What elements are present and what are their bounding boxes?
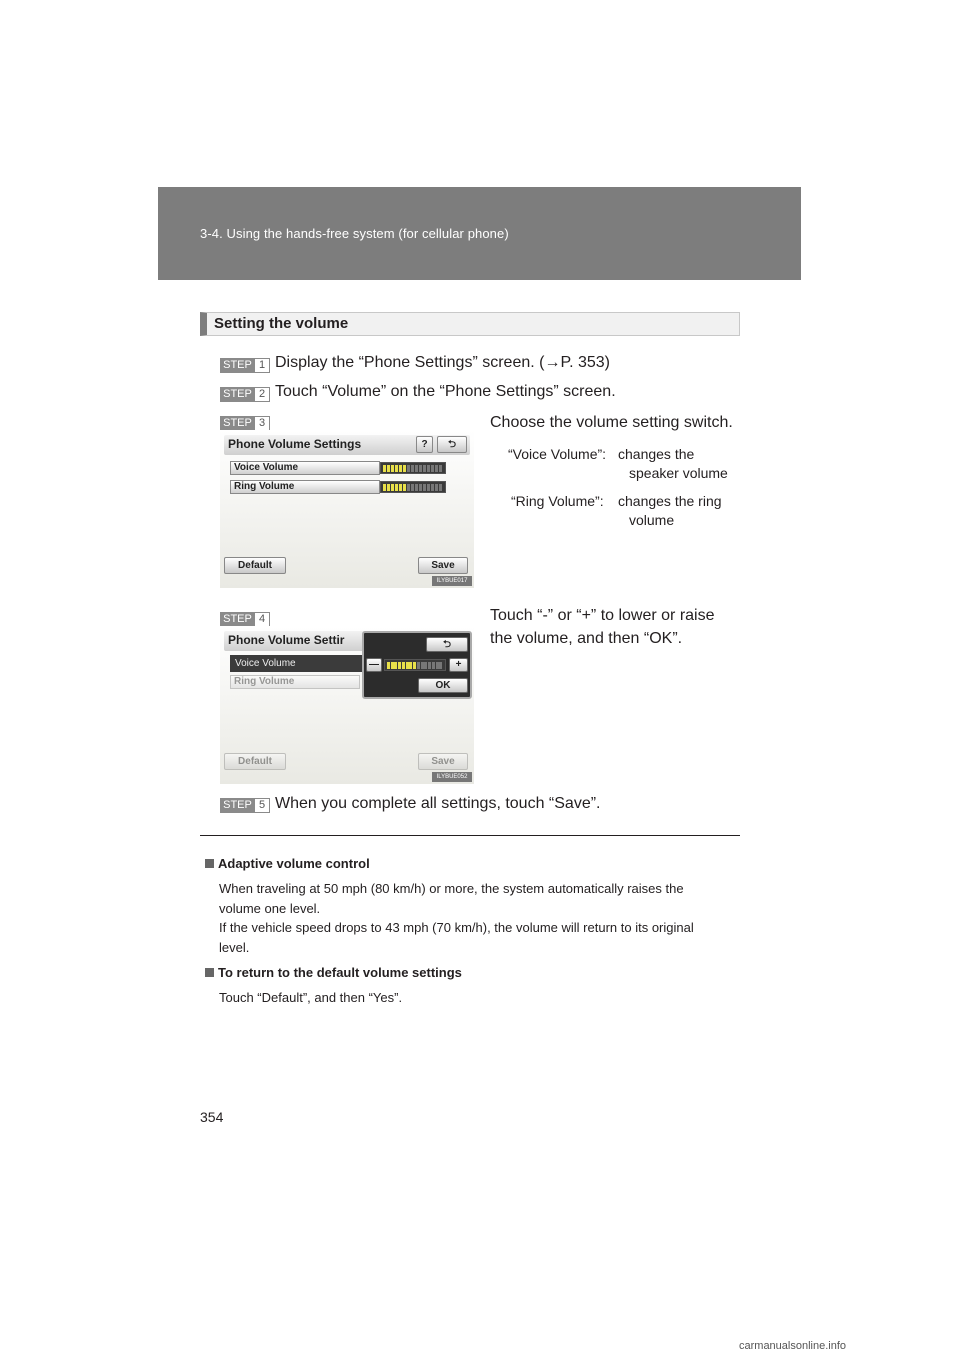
ring-volume-desc-1: changes the ring: [618, 493, 722, 509]
section-title: Setting the volume: [214, 315, 349, 332]
level-segment: [415, 465, 418, 472]
note-line: When traveling at 50 mph (80 km/h) or more, the system automatically raises the: [219, 881, 684, 896]
level-segment: [419, 484, 422, 491]
level-segment: [383, 465, 386, 472]
voice-volume-level: [380, 462, 446, 474]
level-segment: [439, 465, 442, 472]
step-word: STEP: [223, 799, 252, 811]
step-badge-2: [220, 387, 270, 402]
voice-volume-term: “Voice Volume”:: [508, 446, 607, 462]
level-segment: [403, 484, 406, 491]
level-segment: [387, 662, 390, 669]
level-segment: [399, 465, 402, 472]
level-segment: [394, 662, 397, 669]
level-segment: [398, 662, 401, 669]
back-button[interactable]: ⮌: [437, 436, 467, 453]
level-segment: [435, 484, 438, 491]
ring-volume-level: [380, 481, 446, 493]
voice-volume-desc-1: changes the: [618, 446, 695, 462]
note-line: volume one level.: [219, 901, 321, 916]
level-segment: [409, 662, 412, 669]
level-segment: [439, 662, 442, 669]
step-5-text: When you complete all settings, touch “Save”.: [275, 795, 601, 812]
level-segment: [411, 465, 414, 472]
level-segment: [387, 465, 390, 472]
voice-volume-button[interactable]: Voice Volume: [230, 461, 380, 475]
phone-volume-settings-screen: [220, 430, 474, 588]
screen-title: Phone Volume Settings: [228, 437, 362, 451]
level-segment: [436, 662, 439, 669]
level-segment: [431, 465, 434, 472]
step-4-text-line-2: the volume, and then “OK”.: [490, 630, 683, 647]
level-segment: [431, 484, 434, 491]
note-heading-text: Adaptive volume control: [218, 856, 370, 871]
level-segment: [432, 662, 435, 669]
step-number: 4: [255, 613, 269, 626]
level-segment: [427, 484, 430, 491]
page-number: 354: [200, 1109, 224, 1125]
step-3-text: Choose the volume setting switch.: [490, 414, 733, 431]
divider: [200, 835, 740, 836]
level-segment: [407, 465, 410, 472]
level-segment: [423, 465, 426, 472]
level-segment: [421, 662, 424, 669]
step-4-text-line-1: Touch “-” or “+” to lower or raise: [490, 607, 715, 624]
minus-button[interactable]: —: [366, 658, 382, 672]
square-bullet-icon: [205, 968, 214, 977]
step-badge-1: [220, 358, 270, 373]
step-2-text: Touch “Volume” on the “Phone Settings” screen.: [275, 383, 616, 400]
level-segment: [395, 465, 398, 472]
ring-volume-term: “Ring Volume”:: [511, 493, 604, 509]
level-segment: [417, 662, 420, 669]
voice-volume-desc-2: speaker volume: [629, 465, 728, 481]
level-segment: [383, 484, 386, 491]
level-segment: [391, 465, 394, 472]
step-number: 3: [255, 417, 269, 430]
level-segment: [395, 484, 398, 491]
level-segment: [415, 484, 418, 491]
step-word: STEP: [223, 417, 252, 429]
note-line: level.: [219, 940, 250, 955]
level-segment: [411, 484, 414, 491]
step-1-text: Display the “Phone Settings” screen. (→P. 353): [275, 354, 610, 371]
level-segment: [407, 484, 410, 491]
step-word: STEP: [223, 613, 252, 625]
volume-popup: [362, 631, 472, 699]
step-number: 1: [255, 359, 269, 372]
level-segment: [435, 465, 438, 472]
level-segment: [387, 484, 390, 491]
figure-code: ILYBUE052: [432, 772, 472, 782]
level-segment: [406, 662, 409, 669]
note-line: If the vehicle speed drops to 43 mph (70 km/h), the volume will return to its original: [219, 920, 694, 935]
step-word: STEP: [223, 359, 252, 371]
level-segment: [424, 662, 427, 669]
watermark: carmanualsonline.info: [739, 1340, 847, 1352]
note-heading-default: [205, 965, 462, 980]
ok-button[interactable]: OK: [418, 678, 468, 693]
ring-volume-button[interactable]: Ring Volume: [230, 675, 360, 689]
default-button[interactable]: Default: [224, 557, 286, 574]
step-badge-3: [220, 416, 270, 431]
step-number: 2: [255, 388, 269, 401]
level-segment: [403, 465, 406, 472]
level-segment: [423, 484, 426, 491]
volume-adjust-screen: [220, 626, 474, 784]
level-segment: [391, 662, 394, 669]
level-segment: [428, 662, 431, 669]
level-segment: [402, 662, 405, 669]
level-segment: [427, 465, 430, 472]
save-button[interactable]: Save: [418, 753, 468, 770]
plus-button[interactable]: +: [449, 658, 468, 672]
step-number: 5: [255, 799, 269, 812]
step-badge-5: [220, 798, 270, 813]
level-segment: [413, 662, 416, 669]
level-segment: [391, 484, 394, 491]
level-segment: [399, 484, 402, 491]
ring-volume-button[interactable]: Ring Volume: [230, 480, 380, 494]
help-button[interactable]: ?: [416, 436, 433, 453]
level-segment: [419, 465, 422, 472]
note-line: Touch “Default”, and then “Yes”.: [219, 990, 403, 1005]
voice-volume-selected[interactable]: Voice Volume: [230, 655, 370, 672]
voice-volume-level: [384, 659, 446, 671]
step-badge-4: [220, 612, 270, 627]
screen-title: Phone Volume Settir: [228, 633, 345, 647]
level-segment: [439, 484, 442, 491]
default-button[interactable]: Default: [224, 753, 286, 770]
back-button[interactable]: ⮌: [426, 637, 468, 652]
note-heading-text: To return to the default volume settings: [218, 965, 462, 980]
square-bullet-icon: [205, 859, 214, 868]
figure-code: ILYBUE017: [432, 576, 472, 586]
note-heading-adaptive: [205, 856, 370, 871]
step-word: STEP: [223, 388, 252, 400]
breadcrumb: 3-4. Using the hands-free system (for cellular phone): [200, 226, 509, 241]
ring-volume-desc-2: volume: [629, 512, 675, 528]
save-button[interactable]: Save: [418, 557, 468, 574]
